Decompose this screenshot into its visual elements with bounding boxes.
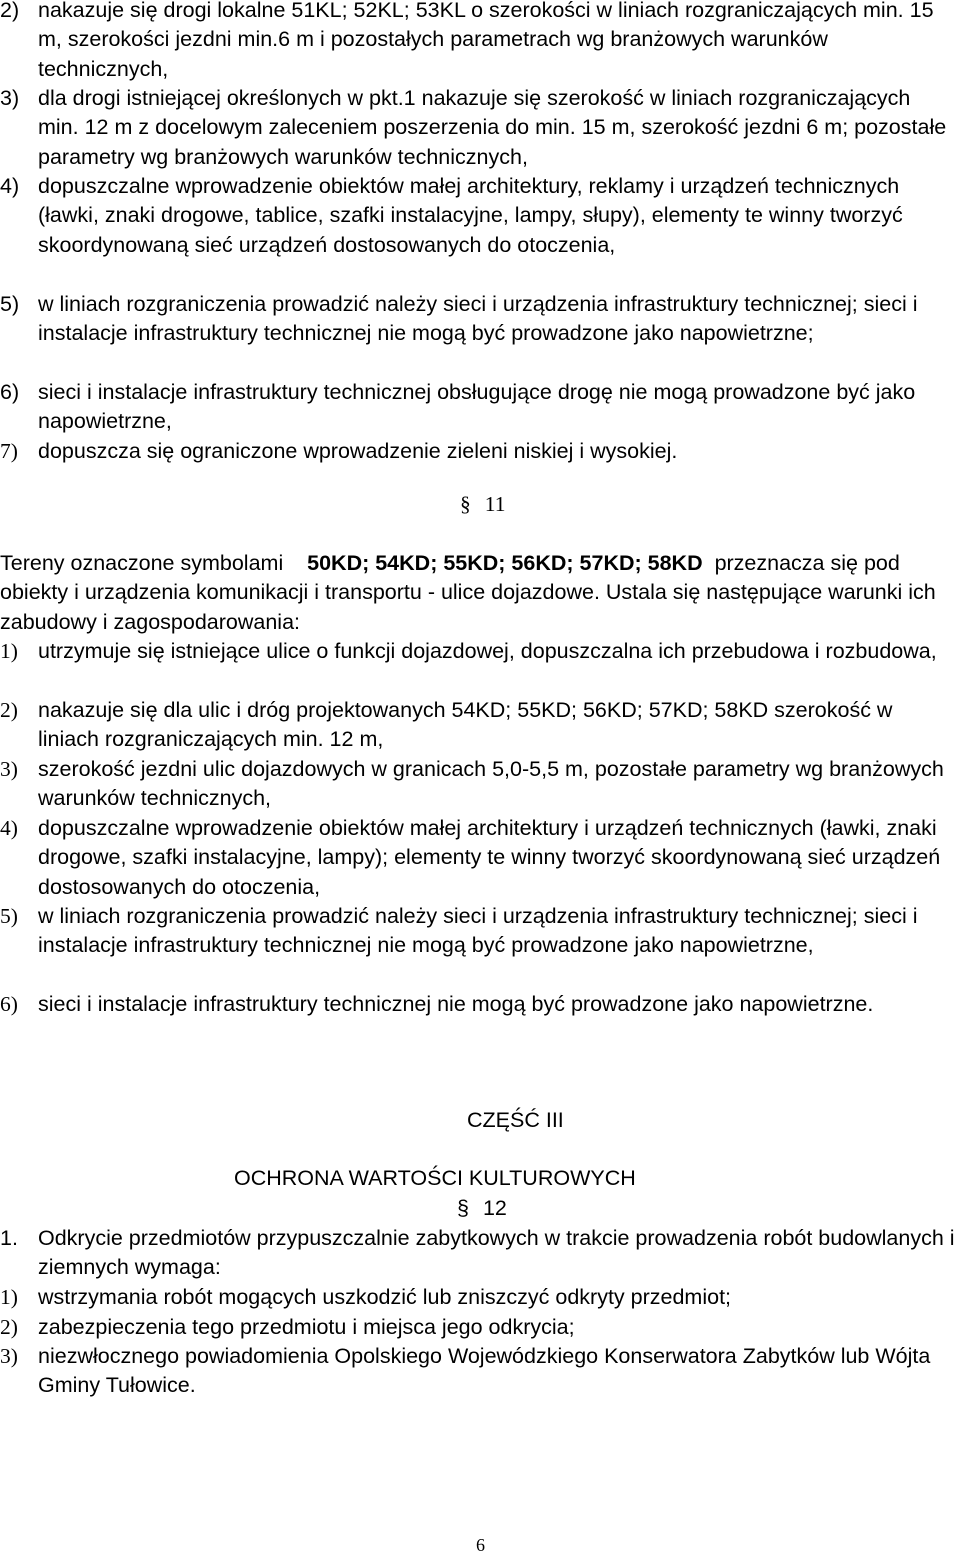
item-number: 1): [0, 1285, 18, 1309]
item-number: 3): [0, 1344, 18, 1368]
list-item: [0, 814, 955, 902]
list-item: [0, 637, 955, 666]
list-item: [0, 755, 955, 814]
intro-paragraph: [0, 549, 955, 637]
item-text: dopuszczalne wprowadzenie obiektów małej architektury i urządzeń technicznych (ławki, znaki drogowe, szafki instalacyjne, lampy); elementy te winny tworzyć skoordynowaną sieć urządzeń dostosowanych do otoczenia,: [38, 816, 941, 899]
item-text: dla drogi istniejącej określonych w pkt.1 nakazuje się szerokość w liniach rozgraniczających min. 12 m z docelowym zaleceniem poszerzenia do min. 15 m, szerokość jezdni 6 m; pozostałe parametry wg branżowych warunków technicznych,: [38, 86, 947, 169]
item-number: 6): [0, 380, 20, 404]
section-number: 11: [484, 492, 506, 516]
list-item: [0, 437, 955, 466]
intro-text-after: przeznacza się pod obiekty i urządzenia komunikacji i transportu - ulice dojazdowe. Ustala się następujące warunki ich zabudowy i zagospodarowania:: [0, 551, 936, 634]
item-text: sieci i instalacje infrastruktury technicznej nie mogą być prowadzone jako napowietrzne.: [38, 992, 874, 1016]
item-text: nakazuje się dla ulic i dróg projektowanych 54KD; 55KD; 56KD; 57KD; 58KD szerokość w liniach rozgraniczających min. 12 m,: [38, 698, 893, 752]
part-subtitle: OCHRONA WARTOŚCI KULTUROWYCH: [234, 1166, 636, 1190]
section-sign: §: [460, 492, 471, 516]
section-sign: §: [457, 1196, 469, 1220]
page-number: 6: [476, 1535, 485, 1555]
list-item: [0, 1342, 955, 1401]
item-number: 5): [0, 292, 20, 316]
list-item: [0, 1283, 955, 1312]
item-text: w liniach rozgraniczenia prowadzić należy sieci i urządzenia infrastruktury technicznej; sieci i instalacje infrastruktury technicznej nie mogą być prowadzone jako napowietrzne;: [38, 292, 918, 346]
item-text: nakazuje się drogi lokalne 51KL; 52KL; 53KL o szerokości w liniach rozgraniczających min. 15 m, szerokości jezdni min.6 m i pozostałych parametrach wg branżowych warunków technicznych,: [38, 0, 934, 81]
list-item: [0, 0, 955, 84]
item-number: 4): [0, 174, 20, 198]
list-item: [0, 84, 955, 172]
item-text: wstrzymania robót mogących uszkodzić lub zniszczyć odkryty przedmiot;: [38, 1285, 732, 1309]
item-text: szerokość jezdni ulic dojazdowych w granicach 5,0-5,5 m, pozostałe parametry wg branżowych warunków technicznych,: [38, 757, 944, 811]
item-text: dopuszcza się ograniczone wprowadzenie zieleni niskiej i wysokiej.: [38, 439, 678, 463]
list-item: [0, 172, 955, 260]
item-number: 3): [0, 757, 18, 781]
paragraph-text: Odkrycie przedmiotów przypuszczalnie zabytkowych w trakcie prowadzenia robót budowlanych i ziemnych wymaga:: [38, 1226, 955, 1280]
list-item: [0, 1313, 955, 1342]
list-item: [0, 378, 955, 437]
zone-symbols: 50KD; 54KD; 55KD; 56KD; 57KD; 58KD: [307, 551, 703, 575]
intro-text-before: Tereny oznaczone symbolami: [0, 551, 284, 575]
part-title: CZĘŚĆ III: [467, 1108, 564, 1132]
section-number: 12: [482, 1196, 507, 1220]
list-item: [0, 990, 955, 1019]
item-text: utrzymuje się istniejące ulice o funkcji dojazdowej, dopuszczalna ich przebudowa i rozbudowa,: [38, 639, 937, 663]
section-heading: [460, 490, 505, 519]
item-number: 1): [0, 639, 18, 663]
numbered-paragraph: [0, 1224, 955, 1283]
item-text: niezwłocznego powiadomienia Opolskiego Wojewódzkiego Konserwatora Zabytków lub Wójta Gminy Tułowice.: [38, 1344, 931, 1398]
section-heading: [457, 1194, 507, 1223]
item-number: 2): [0, 1315, 18, 1339]
paragraph-number: 1.: [0, 1226, 18, 1250]
item-number: 3): [0, 86, 20, 110]
list-item: [0, 696, 955, 755]
list-item: [0, 902, 955, 961]
item-number: 6): [0, 992, 18, 1016]
item-text: w liniach rozgraniczenia prowadzić należy sieci i urządzenia infrastruktury technicznej; sieci i instalacje infrastruktury technicznej nie mogą być prowadzone jako napowietrzne,: [38, 904, 918, 958]
list-item: [0, 290, 955, 349]
item-text: zabezpieczenia tego przedmiotu i miejsca jego odkrycia;: [38, 1315, 575, 1339]
item-number: 2): [0, 0, 20, 22]
item-number: 4): [0, 816, 18, 840]
item-number: 7): [0, 439, 18, 463]
item-number: 5): [0, 904, 18, 928]
item-text: sieci i instalacje infrastruktury technicznej obsługujące drogę nie mogą prowadzone być jako napowietrzne,: [38, 380, 916, 434]
item-text: dopuszczalne wprowadzenie obiektów małej architektury, reklamy i urządzeń technicznych (ławki, znaki drogowe, tablice, szafki instalacyjne, lampy, słupy), elementy te winny tworzyć skoordynowaną sieć urządzeń dostosowanych do otoczenia,: [38, 174, 903, 257]
item-number: 2): [0, 698, 18, 722]
